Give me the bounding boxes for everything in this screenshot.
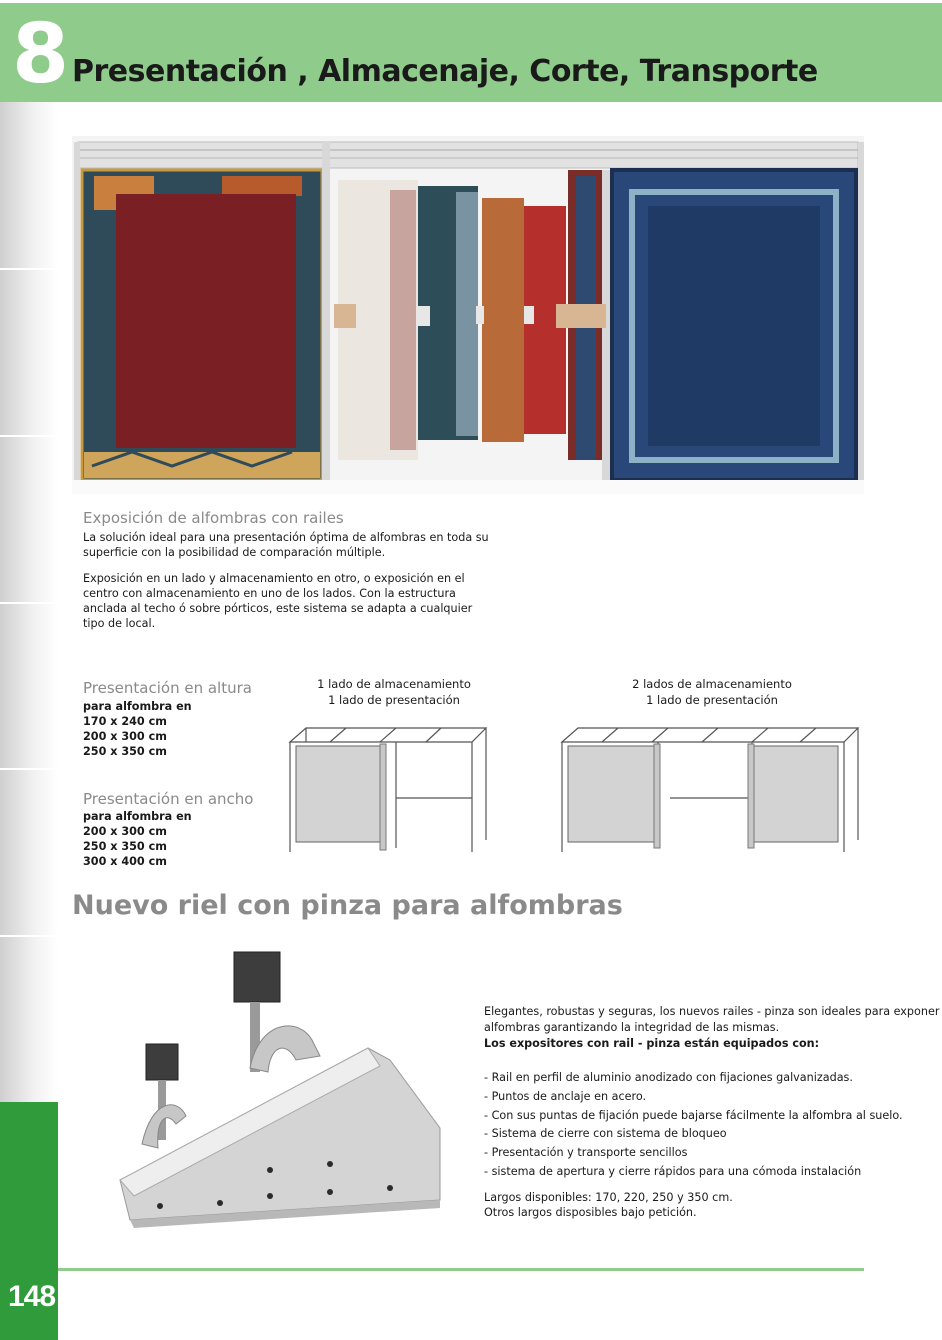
riel-feature-list — [484, 1069, 903, 1182]
list-item: - Rail en perfil de aluminio anodizado con fijaciones galvanizadas. — [484, 1071, 853, 1084]
carpet-rail-display-photo — [72, 136, 864, 494]
side-tab-strip — [0, 102, 58, 1102]
storage-diagram-two-sides — [558, 722, 864, 858]
riel-lengths: Largos disponibles: 170, 220, 250 y 350 cm. Otros largos disposibles bajo petición. — [484, 1191, 733, 1219]
altura-size-list: para alfombra en 170 x 240 cm 200 x 300 cm 250 x 350 cm — [83, 700, 192, 758]
exposicion-paragraph-1: La solución ideal para una presentación óptima de alfombras en toda su superficie con la posibilidad de comparación múltiple. — [83, 531, 489, 559]
chapter-number: 8 — [12, 7, 70, 102]
ancho-size-list: para alfombra en 200 x 300 cm 250 x 350 cm 300 x 400 cm — [83, 810, 192, 868]
diagram-2-caption: 2 lados de almacenamiento 1 lado de presentación — [632, 677, 792, 707]
riel-intro: Elegantes, robustas y seguras, los nuevos railes - pinza son ideales para exponer alfombras garantizando la integridad de las mismas. Los expositores con rail - pinza están equipados con: — [484, 1005, 940, 1050]
exposicion-paragraph-2: Exposición en un lado y almacenamiento en otro, o exposición en el centro con almacenamiento en uno de los lados. Con la estructura anclada al techo ó sobre pórticos, este sistema se adapta a cualquier tipo de local. — [83, 572, 473, 630]
riel-section-title: Nuevo riel con pinza para alfombras — [72, 890, 623, 921]
storage-diagram-one-side — [286, 722, 492, 858]
ancho-heading: Presentación en ancho — [83, 790, 254, 808]
footer-divider — [58, 1268, 864, 1271]
page-title: Presentación , Almacenaje, Corte, Transporte — [72, 54, 818, 89]
list-item: - sistema de apertura y cierre rápidos para una cómoda instalación — [484, 1164, 862, 1178]
rail-clamp-product-photo — [100, 948, 452, 1230]
diagram-1-caption: 1 lado de almacenamiento 1 lado de presentación — [317, 677, 471, 707]
list-item: - Puntos de anclaje en acero. — [484, 1089, 647, 1103]
list-item: - Presentación y transporte sencillos — [484, 1146, 688, 1160]
exposicion-heading: Exposición de alfombras con railes — [83, 509, 344, 527]
altura-heading: Presentación en altura — [83, 679, 252, 697]
list-item: - Con sus puntas de fijación puede bajarse fácilmente la alfombra al suelo. — [484, 1108, 903, 1122]
list-item: - Sistema de cierre con sistema de bloqueo — [484, 1127, 727, 1141]
page-number: 148 — [8, 1280, 56, 1313]
